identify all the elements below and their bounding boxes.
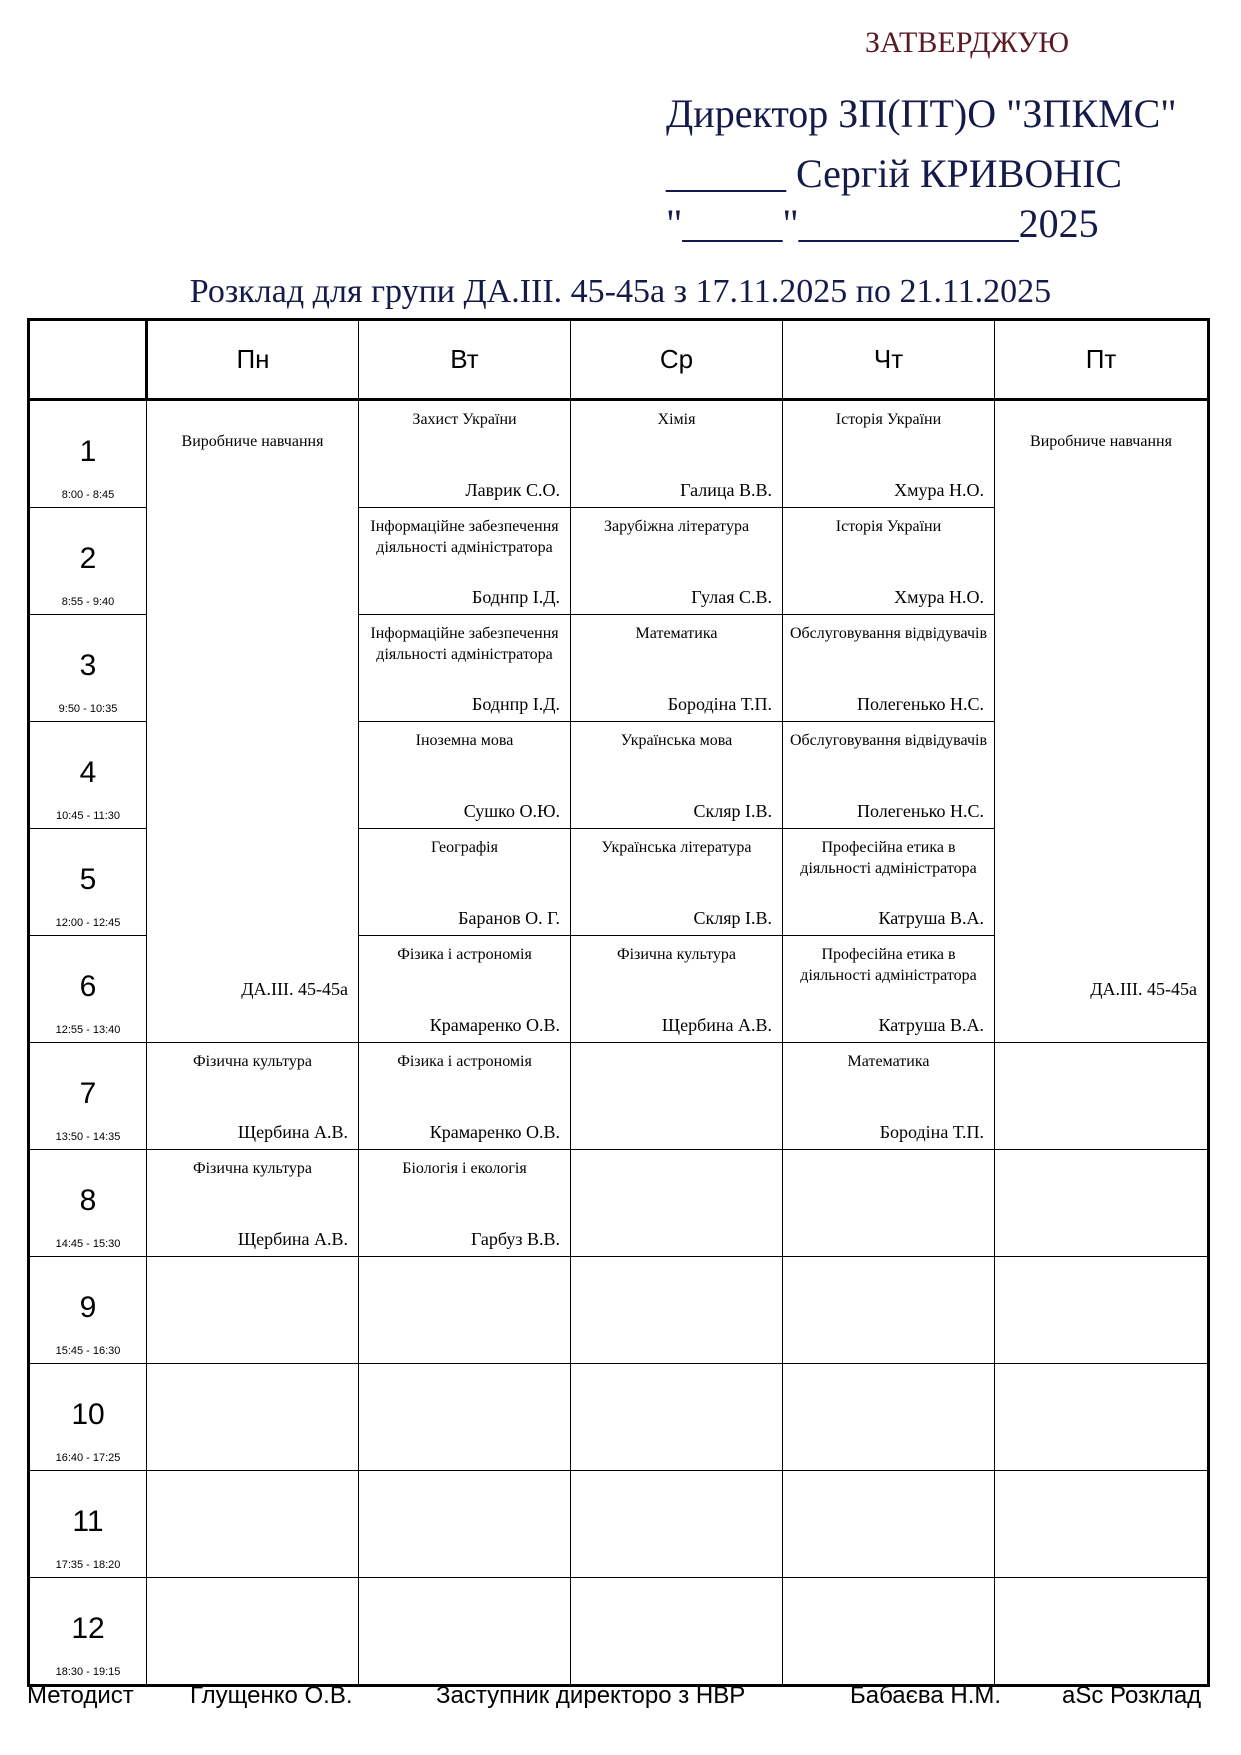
lesson-teacher: Крамаренко О.В. [429, 1122, 560, 1142]
lesson-cell [783, 615, 995, 722]
day-header-fri: Пт [995, 320, 1209, 400]
period-number: 2 [79, 542, 97, 575]
empty-cell [359, 1364, 571, 1471]
lesson-cell [359, 829, 571, 936]
empty-cell [783, 1578, 995, 1686]
lesson-cell [359, 508, 571, 615]
days-header-row [29, 320, 1209, 400]
lesson-cell [359, 1043, 571, 1150]
practice-cell-fri [995, 400, 1209, 1043]
lesson-cell [359, 722, 571, 829]
period-cell [29, 508, 147, 615]
period-row-11 [29, 1471, 1209, 1578]
period-number: 11 [72, 1505, 104, 1538]
footer-deputy-label: Заступник директоро з НВР [436, 1682, 746, 1709]
period-number: 4 [79, 756, 97, 789]
period-time: 8:55 - 9:40 [61, 596, 115, 608]
lesson-cell [147, 1150, 359, 1257]
lesson-subject: Професійна етика в діяльності адміністратора [800, 946, 977, 984]
lesson-teacher: Катруша В.А. [878, 908, 984, 928]
footer-software: aSc Розклад [1062, 1682, 1202, 1709]
lesson-subject: Географія [431, 839, 498, 856]
period-number: 5 [79, 863, 97, 896]
period-number: 6 [79, 970, 97, 1003]
lesson-cell [783, 829, 995, 936]
lesson-subject: Фізика і астрономія [397, 946, 532, 963]
lesson-subject: Інформаційне забезпечення діяльності адміністратора [370, 518, 559, 556]
empty-cell [571, 1364, 783, 1471]
lesson-teacher: Скляр І.В. [693, 801, 772, 821]
period-number: 10 [71, 1398, 105, 1431]
period-time: 12:55 - 13:40 [55, 1024, 121, 1036]
empty-cell [995, 1364, 1209, 1471]
lesson-teacher: Щербина А.В. [237, 1229, 348, 1249]
practice-group: ДА.ІІІ. 45-45а [241, 979, 348, 999]
lesson-cell [359, 936, 571, 1043]
footer-methodist-name: Глущенко О.В. [190, 1682, 353, 1709]
lesson-cell [783, 508, 995, 615]
lesson-subject: Інформаційне забезпечення діяльності адміністратора [370, 625, 559, 663]
period-cell [29, 400, 147, 508]
empty-cell [147, 1578, 359, 1686]
lesson-cell [571, 508, 783, 615]
period-time: 9:50 - 10:35 [58, 703, 118, 715]
period-time: 14:45 - 15:30 [55, 1238, 121, 1250]
period-cell [29, 1578, 147, 1686]
empty-cell [571, 1578, 783, 1686]
practice-group: ДА.ІІІ. 45-45а [1090, 979, 1197, 999]
period-number: 3 [79, 649, 97, 682]
schedule-table [27, 318, 1210, 1687]
schedule-title: Розклад для групи ДА.ІІІ. 45-45а з 17.11.2025 по 21.11.2025 [189, 273, 1052, 310]
lesson-subject: Українська мова [620, 732, 733, 749]
empty-cell [995, 1471, 1209, 1578]
lesson-subject: Історія України [835, 518, 942, 535]
lesson-teacher: Скляр І.В. [693, 908, 772, 928]
lesson-teacher: Гарбуз В.В. [470, 1229, 560, 1249]
director-signature: ______ Сергій КРИВОНІС [666, 151, 1123, 196]
lesson-teacher: Бородіна Т.П. [667, 694, 772, 714]
empty-cell [995, 1043, 1209, 1150]
period-time: 12:00 - 12:45 [55, 917, 121, 929]
period-number: 7 [79, 1077, 97, 1110]
period-time: 18:30 - 19:15 [55, 1666, 121, 1678]
period-time: 15:45 - 16:30 [55, 1345, 121, 1357]
empty-cell [995, 1257, 1209, 1364]
period-number: 8 [79, 1184, 97, 1217]
period-cell [29, 1043, 147, 1150]
empty-cell [571, 1150, 783, 1257]
day-header-mon: Пн [147, 320, 359, 400]
empty-cell [147, 1364, 359, 1471]
period-cell [29, 1150, 147, 1257]
day-header-tue: Вт [359, 320, 571, 400]
empty-cell [359, 1257, 571, 1364]
empty-cell [571, 1471, 783, 1578]
empty-cell [995, 1150, 1209, 1257]
practice-cell-mon [147, 400, 359, 1043]
lesson-subject: Математика [847, 1053, 930, 1070]
lesson-teacher: Боднпр І.Д. [471, 587, 560, 607]
lesson-cell [571, 936, 783, 1043]
lesson-subject: Фізика і астрономія [397, 1053, 532, 1070]
period-number: 9 [79, 1291, 97, 1324]
lesson-cell [359, 1150, 571, 1257]
period-cell [29, 936, 147, 1043]
lesson-subject: Фізична культура [192, 1160, 313, 1177]
period-row-8 [29, 1150, 1209, 1257]
lesson-subject: Фізична культура [192, 1053, 313, 1070]
period-time: 17:35 - 18:20 [55, 1559, 121, 1571]
empty-cell [359, 1578, 571, 1686]
empty-cell [571, 1043, 783, 1150]
empty-cell [147, 1257, 359, 1364]
lesson-teacher: Хмура Н.О. [894, 587, 984, 607]
period-time: 8:00 - 8:45 [61, 489, 115, 501]
lesson-subject: Фізична культура [616, 946, 737, 963]
period-cell [29, 1257, 147, 1364]
lesson-cell [571, 400, 783, 508]
lesson-subject: Історія України [835, 411, 942, 428]
director-position: Директор ЗП(ПТ)О "ЗПКМС" [666, 91, 1177, 136]
period-row-12 [29, 1578, 1209, 1686]
lesson-subject: Професійна етика в діяльності адміністратора [800, 839, 977, 877]
lesson-teacher: Лаврик С.О. [465, 480, 560, 500]
lesson-subject: Іноземна мова [415, 732, 514, 749]
approval-date: "_____"___________2025 [666, 201, 1099, 246]
lesson-subject: Обслуговування відвідувачів [789, 732, 987, 749]
lesson-cell [571, 829, 783, 936]
period-cell [29, 722, 147, 829]
lesson-teacher: Щербина А.В. [237, 1122, 348, 1142]
lesson-cell [571, 615, 783, 722]
lesson-subject: Математика [635, 625, 718, 642]
lesson-teacher: Боднпр І.Д. [471, 694, 560, 714]
period-row-7 [29, 1043, 1209, 1150]
lesson-teacher: Бородіна Т.П. [879, 1122, 984, 1142]
lesson-teacher: Щербина А.В. [661, 1015, 772, 1035]
empty-cell [995, 1578, 1209, 1686]
empty-cell [783, 1364, 995, 1471]
lesson-teacher: Хмура Н.О. [894, 480, 984, 500]
lesson-subject: Українська література [601, 839, 752, 856]
period-number: 12 [71, 1612, 105, 1645]
lesson-subject: Хімія [657, 411, 696, 428]
period-cell [29, 1364, 147, 1471]
period-cell [29, 829, 147, 936]
lesson-cell [571, 722, 783, 829]
period-cell [29, 615, 147, 722]
corner-cell [29, 320, 147, 400]
lesson-subject: Зарубіжна література [603, 518, 750, 535]
lesson-cell [359, 615, 571, 722]
approval-heading: ЗАТВЕРДЖУЮ [865, 26, 1070, 59]
day-header-thu: Чт [783, 320, 995, 400]
empty-cell [571, 1257, 783, 1364]
lesson-teacher: Баранов О. Г. [458, 908, 560, 928]
practice-subject: Виробниче навчання [1030, 433, 1172, 450]
lesson-subject: Обслуговування відвідувачів [789, 625, 987, 642]
lesson-teacher: Галица В.В. [680, 480, 772, 500]
period-number: 1 [79, 435, 97, 468]
empty-cell [147, 1471, 359, 1578]
empty-cell [359, 1471, 571, 1578]
lesson-teacher: Катруша В.А. [878, 1015, 984, 1035]
lesson-cell [783, 400, 995, 508]
period-cell [29, 1471, 147, 1578]
period-time: 16:40 - 17:25 [55, 1452, 121, 1464]
footer-methodist-label: Методист [27, 1682, 134, 1709]
day-header-wed: Ср [571, 320, 783, 400]
lesson-subject: Біологія і екологія [402, 1160, 527, 1177]
empty-cell [783, 1150, 995, 1257]
lesson-subject: Захист України [412, 411, 517, 428]
period-row-1 [29, 400, 1209, 508]
period-row-10 [29, 1364, 1209, 1471]
practice-subject: Виробниче навчання [181, 433, 324, 450]
lesson-teacher: Полегенько Н.С. [856, 801, 984, 821]
lesson-cell [783, 722, 995, 829]
period-time: 10:45 - 11:30 [55, 810, 120, 822]
empty-cell [783, 1257, 995, 1364]
lesson-teacher: Крамаренко О.В. [429, 1015, 560, 1035]
lesson-teacher: Полегенько Н.С. [856, 694, 984, 714]
period-row-9 [29, 1257, 1209, 1364]
lesson-cell [147, 1043, 359, 1150]
lesson-cell [359, 400, 571, 508]
lesson-cell [783, 936, 995, 1043]
period-time: 13:50 - 14:35 [55, 1131, 121, 1143]
empty-cell [783, 1471, 995, 1578]
lesson-teacher: Гулая С.В. [691, 587, 772, 607]
lesson-teacher: Сушко О.Ю. [463, 801, 560, 821]
footer-deputy-name: Бабаєва Н.М. [850, 1682, 1002, 1709]
lesson-cell [783, 1043, 995, 1150]
